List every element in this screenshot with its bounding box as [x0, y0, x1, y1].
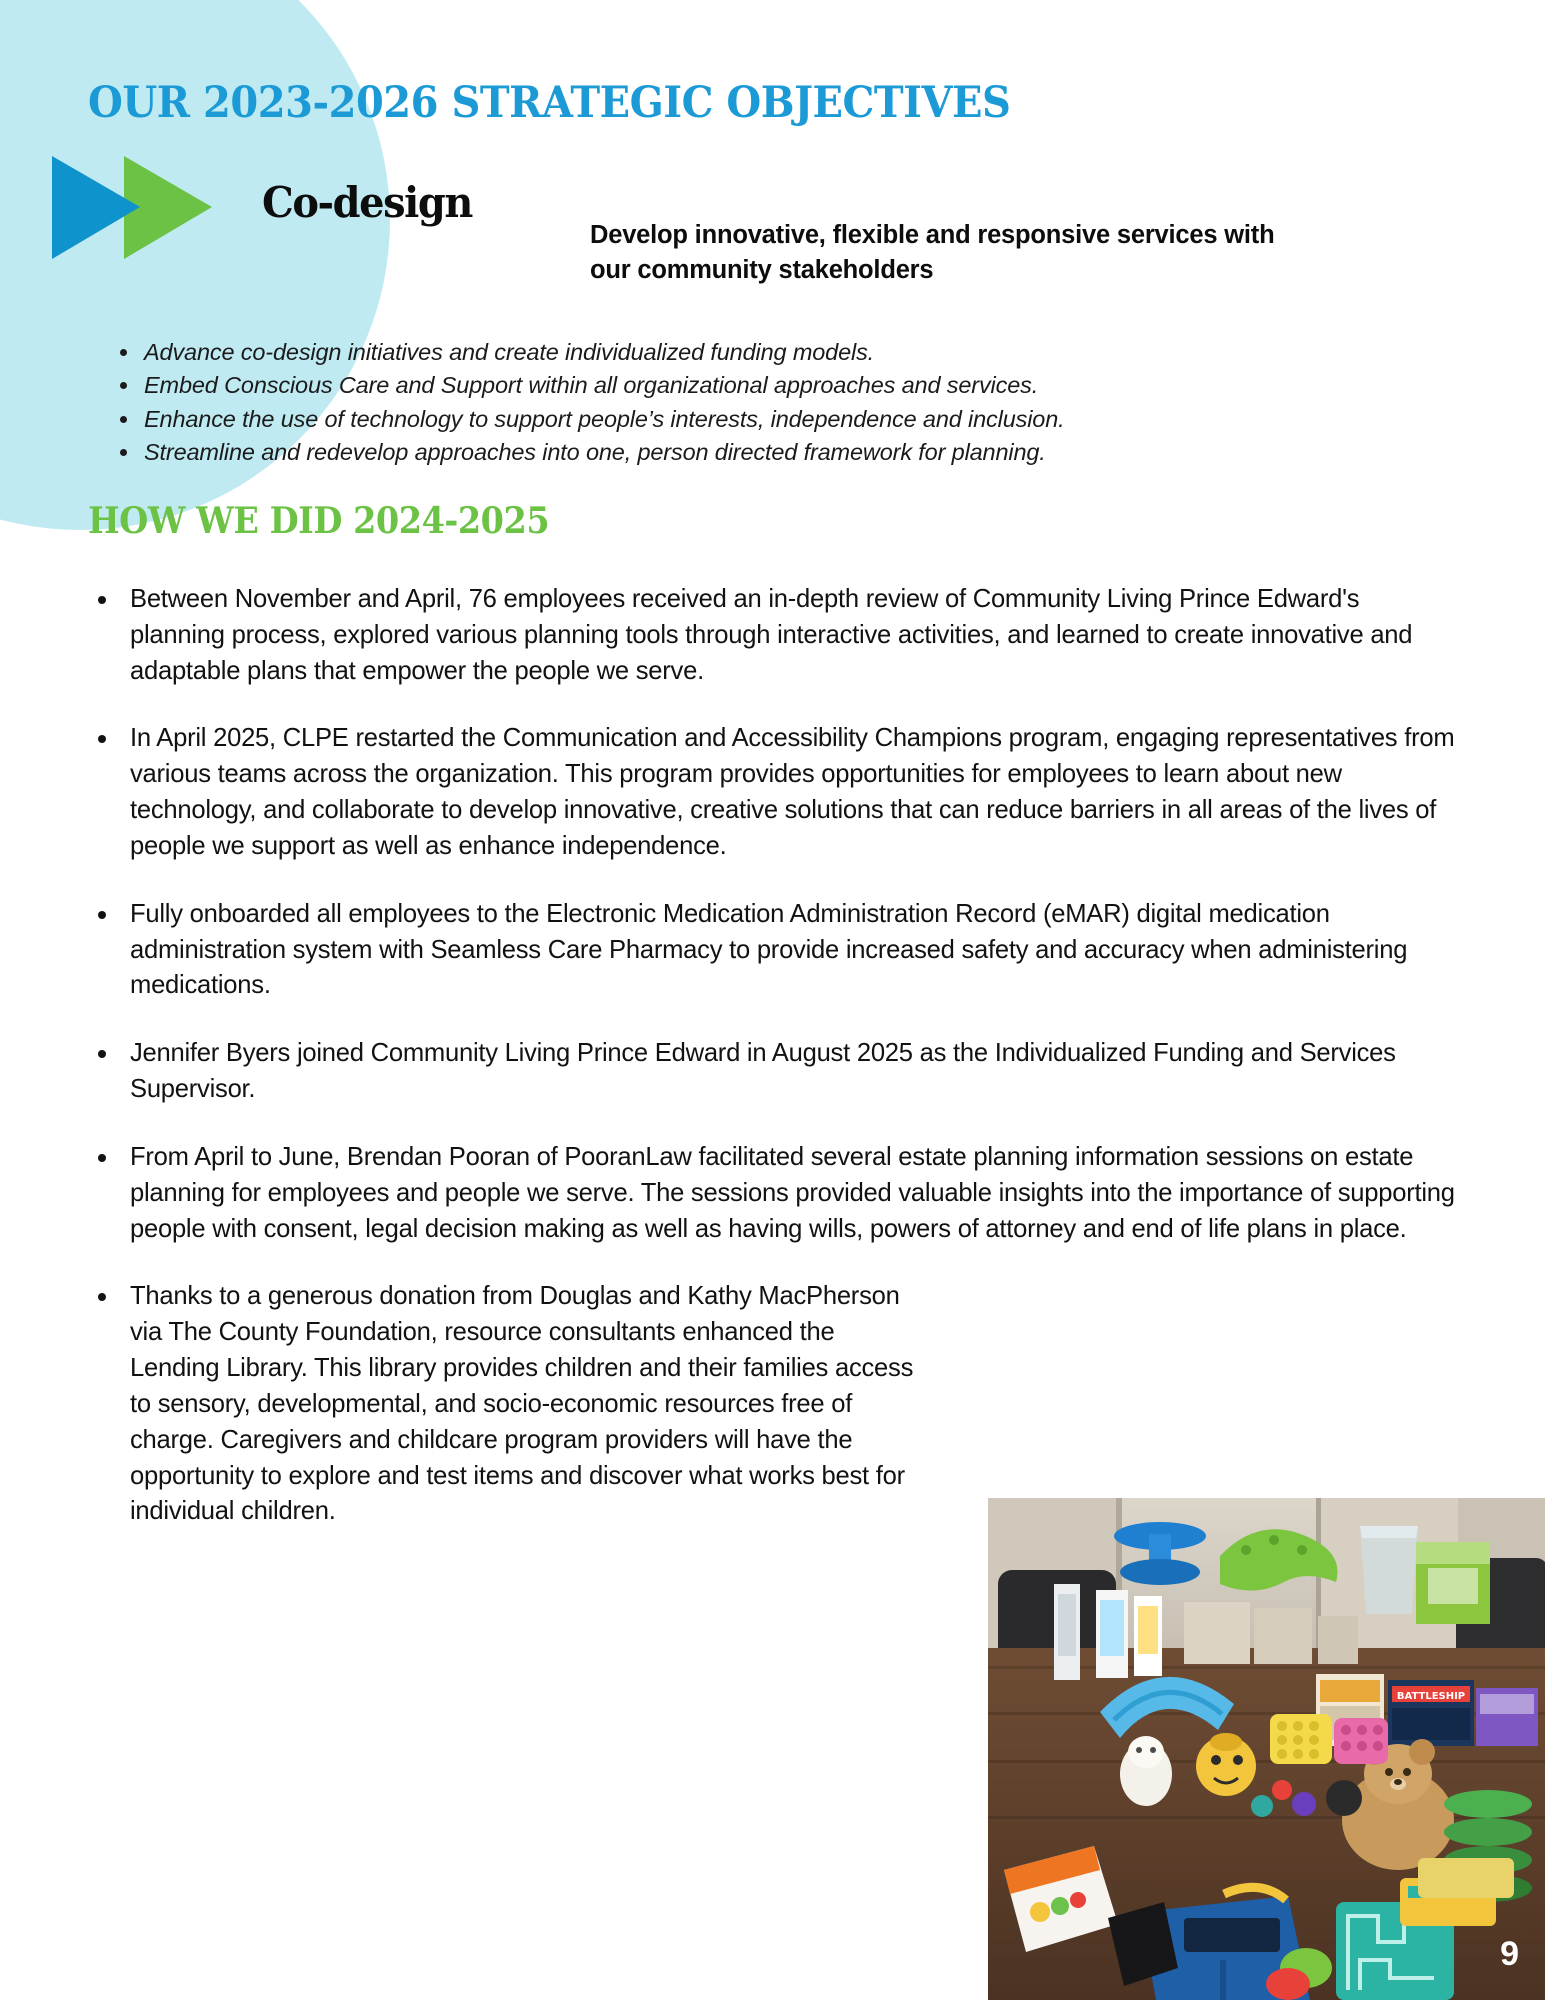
list-item: Embed Conscious Care and Support within all organizational approaches and services.	[108, 369, 1438, 402]
double-arrow-icon	[52, 155, 287, 260]
section-heading: HOW WE DID 2024-2025	[88, 500, 550, 542]
list-item: Advance co-design initiatives and create individualized funding models.	[108, 336, 1438, 369]
list-item: In April 2025, CLPE restarted the Communication and Accessibility Champions program, engaging representatives from various teams across the organization. This program provides opportunities for employees to learn about new technology, and collaborate to develop innovative, creative solutions that can reduce barriers in all areas of the lives of people we support as well as enhance independence.	[90, 721, 1458, 864]
list-item: Streamline and redevelop approaches into one, person directed framework for planning.	[108, 436, 1438, 469]
pillar-description: Develop innovative, flexible and responsive services with our community stakeholders	[590, 221, 1275, 284]
lending-library-items-photo	[988, 1498, 1545, 2000]
list-item: Jennifer Byers joined Community Living Prince Edward in August 2025 as the Individualized Funding and Services Supervisor.	[90, 1036, 1458, 1108]
list-item: From April to June, Brendan Pooran of PooranLaw facilitated several estate planning information sessions on estate planning for employees and people we serve. The sessions provided valuable insights into the importance of supporting people with consent, legal decision making as well as having wills, powers of attorney and end of life plans in place.	[90, 1140, 1458, 1247]
list-item: Between November and April, 76 employees received an in-depth review of Community Living Prince Edward's planning process, explored various planning tools through interactive activities, and learned to create innovative and adaptable plans that empower the people we serve.	[90, 582, 1458, 689]
objectives-list	[108, 336, 1438, 469]
list-item: Fully onboarded all employees to the Electronic Medication Administration Record (eMAR) digital medication administration system with Seamless Care Pharmacy to provide increased safety and accuracy when administering medications.	[90, 897, 1458, 1004]
achievements-list	[90, 582, 1458, 1562]
svg-text:BATTLESHIP: BATTLESHIP	[1396, 1691, 1466, 1702]
page-title: OUR 2023-2026 STRATEGIC OBJECTIVES	[88, 78, 1011, 128]
list-item: Enhance the use of technology to support people’s interests, independence and inclusion.	[108, 403, 1438, 436]
pillar-name: Co-design	[262, 178, 472, 227]
list-item: Thanks to a generous donation from Douglas and Kathy MacPherson via The County Foundation, resource consultants enhanced the Lending Library. This library provides children and their families access to sensory, developmental, and socio-economic resources free of charge. Caregivers and childcare program providers will have the opportunity to explore and test items and discover what works best for individual children.	[90, 1279, 930, 1530]
page-number: 9	[1500, 1935, 1519, 1973]
